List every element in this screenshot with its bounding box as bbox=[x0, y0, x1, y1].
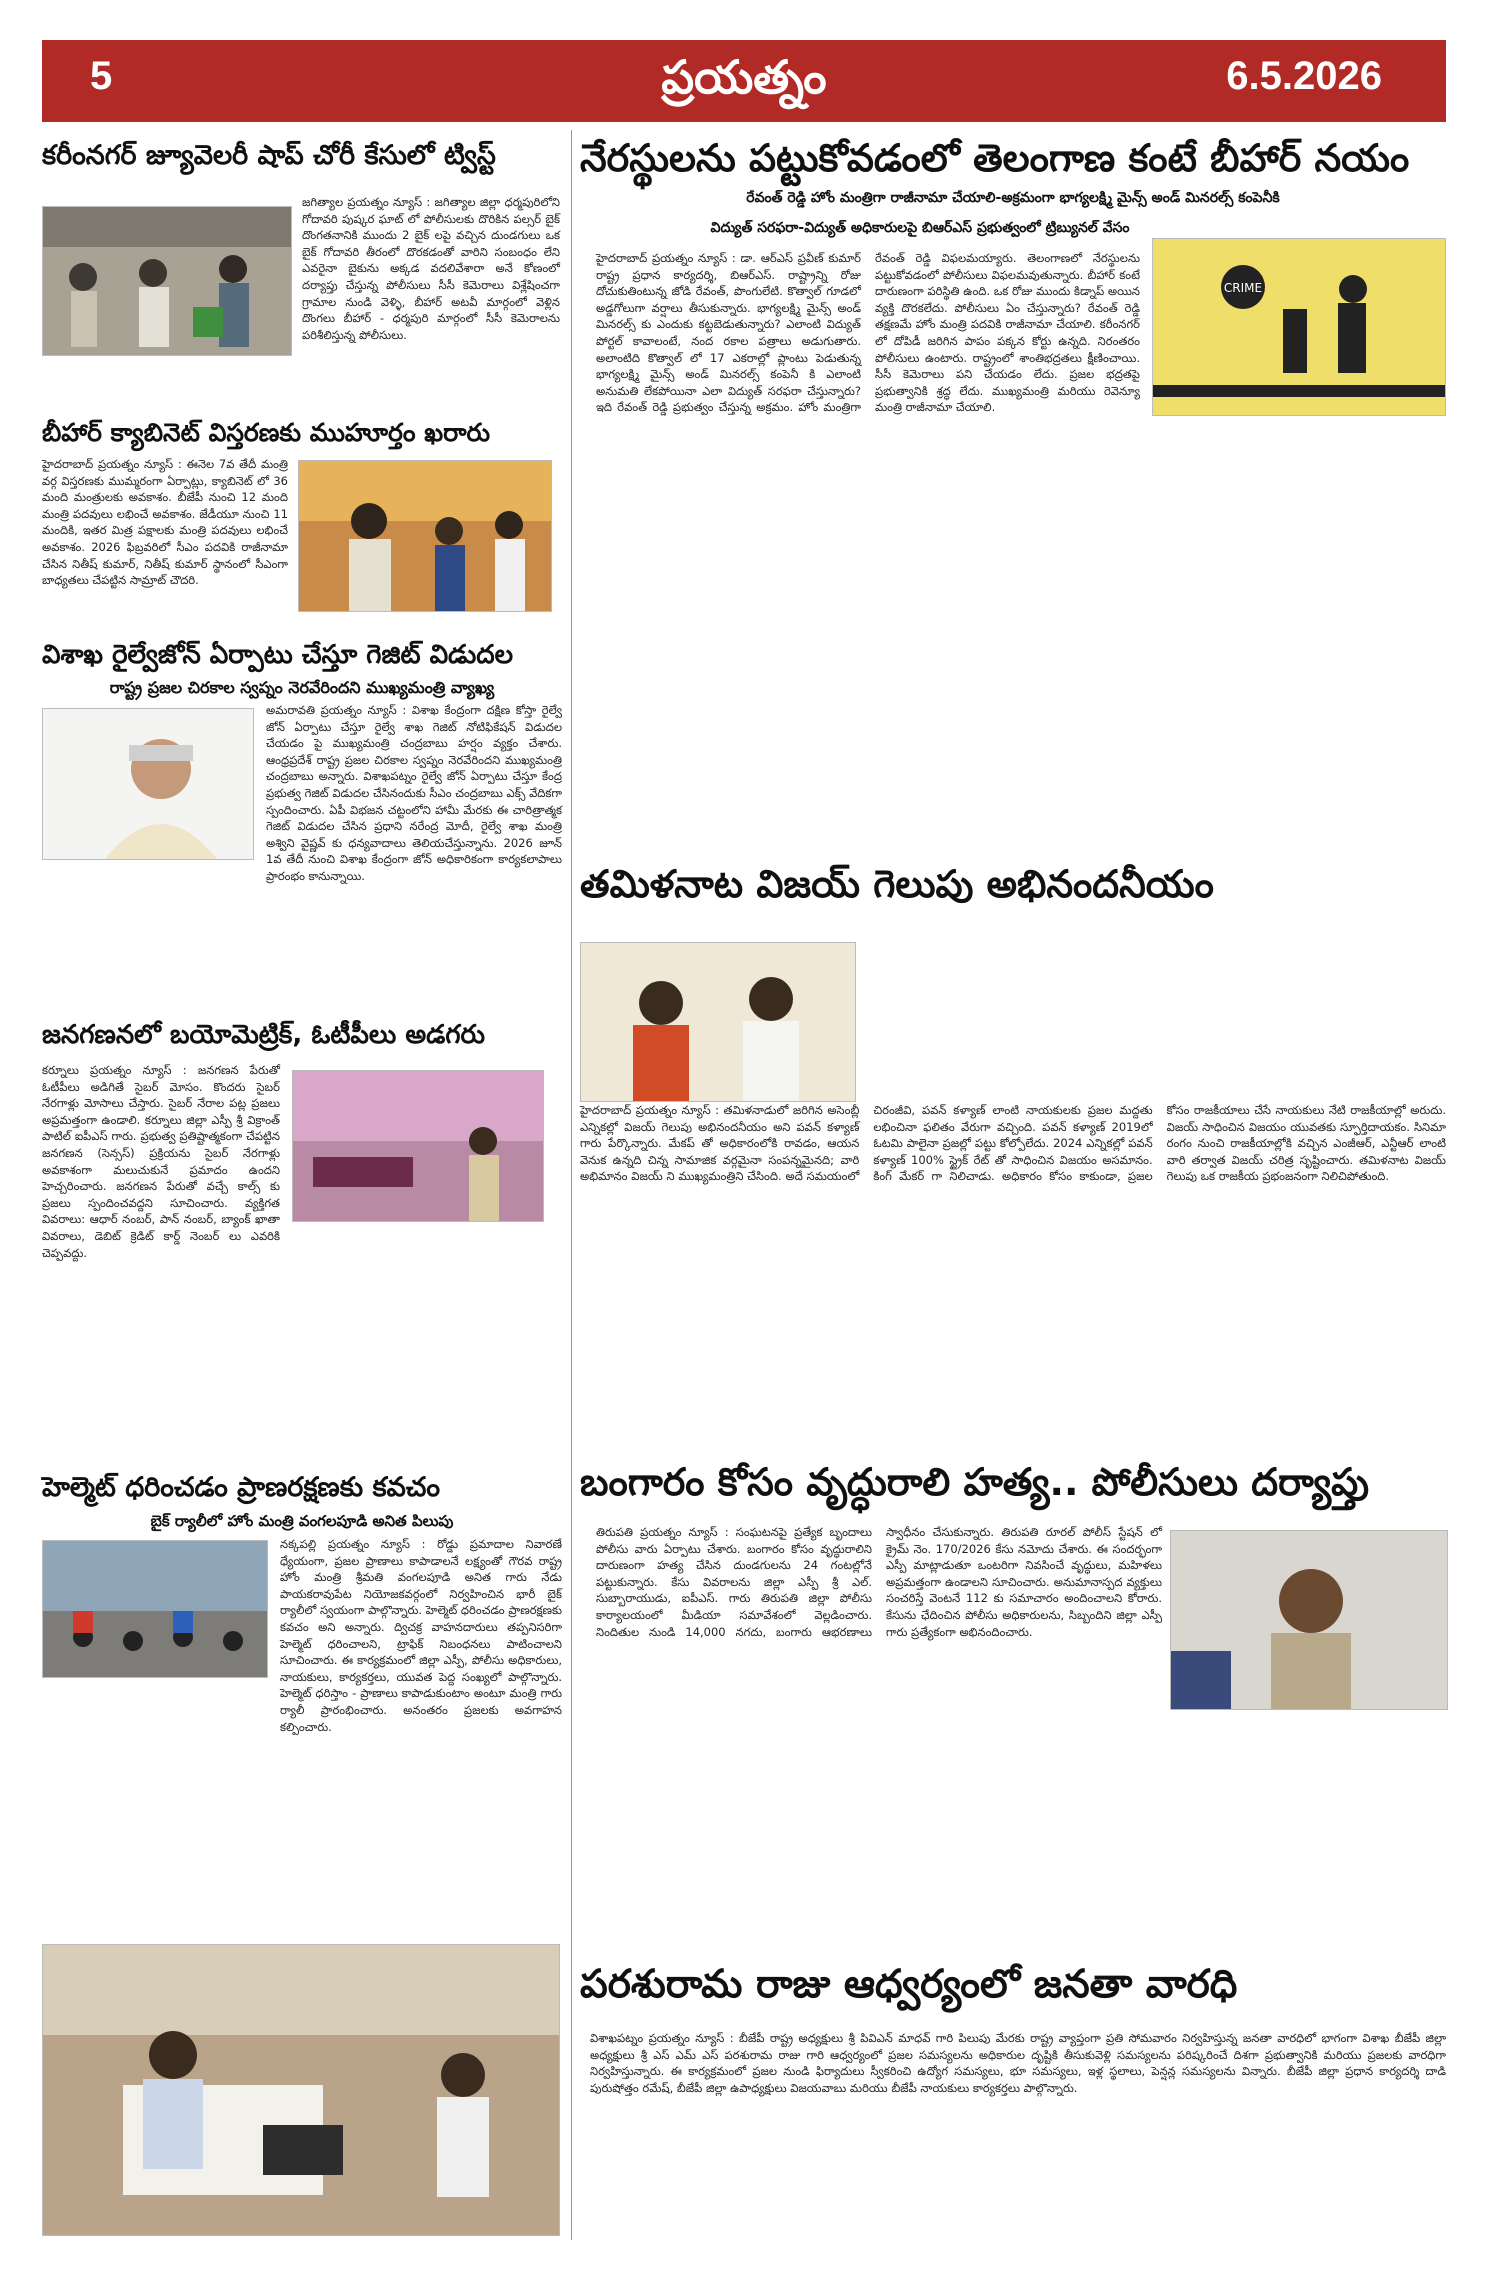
crime-illustration bbox=[1152, 238, 1446, 416]
chief-minister-photo bbox=[42, 708, 254, 860]
column-divider bbox=[571, 130, 572, 2240]
article-body: హైదరాబాద్ ప్రయత్నం న్యూస్ : ఈనెల 7వ తేదీ మంత్రి వర్గ విస్తరణకు ముమ్మరంగా ఏర్పాట్లు, క్యాబినెట్ లో 36 మంది మంత్రులకు అవకాశం. బీజేపీ నుంచి 12 మంది మంత్రి పదవులు లభించే అవకాశం. జేడీయూ నుంచి 11 మందికి, ఇతర మిత్ర పక్షాలకు మంత్రి పదవులు లభించే అవకాశం. 2026 ఫిబ్రవరిలో సీఎం పదవికి రాజీనామా చేసిన నితీష్ కుమార్, నితీష్ కుమార్ స్థానంలో సీఎంగా బాధ్యతలు చేపట్టిన సామ్రాట్ చౌదరి. bbox=[42, 457, 288, 588]
cabinet-rally-photo bbox=[298, 460, 552, 612]
article-headline: బంగారం కోసం వృద్ధురాలి హత్య.. పోలీసులు దర్యాప్తు bbox=[580, 1460, 1370, 1504]
masthead bbox=[42, 40, 1446, 122]
article-headline: కరీంనగర్ జ్యూవెలరీ షాప్ చోరీ కేసులో ట్విస్ట్ bbox=[42, 140, 496, 171]
article-body: అమరావతి ప్రయత్నం న్యూస్ : విశాఖ కేంద్రంగా దక్షిణ కోస్తా రైల్వే జోన్ ఏర్పాటు చేస్తూ రైల్వే శాఖ గెజిట్ నోటిఫికేషన్ విడుదల చేయడం పై ముఖ్యమంత్రి చంద్రబాబు హర్షం వ్యక్తం చేశారు. ఆంధ్రప్రదేశ్ రాష్ట్ర ప్రజల చిరకాల స్వప్నం నెరవేరిందని ముఖ్యమంత్రి చంద్రబాబు అన్నారు. విశాఖపట్నం రైల్వే జోన్ ఏర్పాటు చేస్తూ కేంద్ర ప్రభుత్వ గెజిట్ విడుదల చేసినందుకు సీఎం చంద్రబాబు ఎక్స్ వేదికగా స్పందించారు. ఏపీ విభజన చట్టంలోని హామీ మేరకు ఈ చారిత్రాత్మక గెజిట్ విడుదల చేసిన ప్రధాని నరేంద్ర మోదీ, రైల్వే శాఖ మంత్రి అశ్విని వైష్ణవ్ కు ధన్యవాదాలు తెలియచేస్తున్నాను. 2026 జూన్ 1వ తేదీ నుంచి విశాఖ కేంద్రంగా జోన్ అధికారికంగా కార్యకలాపాలు ప్రారంభం కానున్నాయి. bbox=[266, 703, 562, 883]
article-body: హైదరాబాద్ ప్రయత్నం న్యూస్ : తమిళనాడులో జరిగిన అసెంబ్లీ ఎన్నికల్లో విజయ్ గెలుపు అభినందనీయం అని పవన్ కళ్యాణ్ గారు పేర్కొన్నారు. మేకప్ తో అధికారంలోకి రావడం, ఆయన వెనుక ఉన్నది చిన్న సామాజిక వర్గమైనా సంపన్నమైనది; వారి అభిమానం విజయ్ ని ముఖ్యమంత్రిని చేసింది. అదే సమయంలో చిరంజీవి, పవన్ కళ్యాణ్ లాంటి నాయకులకు ప్రజల మద్దతు లభించినా ఫలితం వేరుగా వచ్చింది. పవన్ కళ్యాణ్ 2019లో ఓటమి పాలైనా ప్రజల్లో పట్టు కోల్పోలేదు. 2024 ఎన్నికల్లో పవన్ కళ్యాణ్ 100% స్ట్రైక్ రేట్ తో సాధించిన విజయం అసమానం. కింగ్ మేకర్ గా నిలిచాడు. అధికారం కోసం కాకుండా, ప్రజల కోసం రాజకీయాలు చేసే నాయకులు నేటి రాజకీయాల్లో అరుదు. విజయ్ సాధించిన విజయం యువతకు స్ఫూర్తిదాయకం. సినిమా రంగం నుంచి రాజకీయాల్లోకి వచ్చిన ఎంజీఆర్, ఎన్టీఆర్ లాంటి వారి తర్వాత విజయ్ చరిత్ర సృష్టించారు. తమిళనాట విజయ్ గెలుపు ఒక రాజకీయ ప్రభంజనంగా నిలిచిపోతుంది. bbox=[580, 1103, 1446, 1184]
jewellery-shop-photo bbox=[42, 206, 292, 356]
article-body: నక్కపల్లి ప్రయత్నం న్యూస్ : రోడ్డు ప్రమాదాల నివారణే ధ్యేయంగా, ప్రజల ప్రాణాలు కాపాడాలనే లక్ష్యంతో గౌరవ రాష్ట్ర హోం మంత్రి శ్రీమతి వంగలపూడి అనిత గారు నేడు పాయకరావుపేట నియోజకవర్గంలో నిర్వహించిన భారీ బైక్ ర్యాలీలో స్వయంగా పాల్గొన్నారు. హెల్మెట్ ధరించడం ప్రాణరక్షణకు కవచం అని అన్నారు. ద్విచక్ర వాహనదారులు తప్పనిసరిగా హెల్మెట్ ధరించాలని, ట్రాఫిక్ నిబంధనలు పాటించాలని సూచించారు. ఈ కార్యక్రమంలో జిల్లా ఎస్పీ, పోలీసు అధికారులు, నాయకులు, కార్యకర్తలు, యువత పెద్ద సంఖ్యలో పాల్గొన్నారు. హెల్మెట్ ధరిస్తాం - ప్రాణాలు కాపాడుకుంటాం అంటూ మంత్రి గారు ర్యాలీ ప్రారంభించారు. అనంతరం ప్రజలకు అవగాహన కల్పించారు. bbox=[280, 1537, 562, 1734]
article-subheadline: రాష్ట్ర ప్రజల చిరకాల స్వప్నం నెరవేరిందని ముఖ్యమంత్రి వ్యాఖ్య bbox=[109, 678, 495, 697]
vijay-pawan-kalyan-photo bbox=[580, 942, 856, 1102]
police-officer-photo bbox=[1170, 1530, 1448, 1710]
bike-rally-photo bbox=[42, 1540, 268, 1678]
article-body: కర్నూలు ప్రయత్నం న్యూస్ : జనగణన పేరుతో ఓటీపీలు అడిగితే సైబర్ మోసం. కొందరు సైబర్ నేరగాళ్లు మోసాలు చేస్తారు. సైబర్ నేరాల పట్ల ప్రజలు అప్రమత్తంగా ఉండాలి. కర్నూలు జిల్లా ఎస్పీ శ్రీ విక్రాంత్ పాటిల్ ఐపీఎస్ గారు. ప్రభుత్వ ప్రతిష్టాత్మకంగా చేపట్టిన జనగణన (సెన్సస్) ప్రక్రియను సైబర్ నేరగాళ్లు అవకాశంగా మలుచుకునే ప్రమాదం ఉందని హెచ్చరించారు. జనగణన పేరుతో వచ్చే కాల్స్ కు ప్రజలు స్పందించవద్దని సూచించారు. వ్యక్తిగత వివరాలు: ఆధార్ నంబర్, పాన్ నంబర్, బ్యాంక్ ఖాతా వివరాలు, డెబిట్ క్రెడిట్ కార్డ్ నెంబర్ లు ఎవరికి చెప్పవద్దు. bbox=[42, 1063, 280, 1260]
article-body: విశాఖపట్నం ప్రయత్నం న్యూస్ : బీజేపీ రాష్ట్ర అధ్యక్షులు శ్రీ పివిఎన్ మాధవ్ గారి పిలుపు మేరకు రాష్ట్ర వ్యాప్తంగా ప్రతి సోమవారం నిర్వహిస్తున్న జనతా వారధిలో భాగంగా విశాఖ బీజేపీ జిల్లా అధ్యక్షులు శ్రీ ఎస్ ఎమ్ ఎస్ పరశురామ రాజు గారి ఆధ్వర్యంలో ప్రజల సమస్యలను అధికారుల దృష్టికి తీసుకువెళ్లి సమస్యలను పరిష్కరించే దిశగా ప్రభుత్వానికి మరియు ప్రజలకు వారధిగా నిర్వహిస్తున్నారు. ఈ కార్యక్రమంలో ప్రజల నుండి ఫిర్యాదులు స్వీకరించి ఉద్యోగ సమస్యలు, భూ సమస్యలు, ఇళ్ల స్థలాలు, పెన్షన్ల సమస్యలను విన్నారు. బీజేపీ జిల్లా ప్రధాన కార్యదర్శి దాడి పురుషోత్తం రమేష్, బీజేపీ జిల్లా ఉపాధ్యక్షులు విజయవాబు మరియు బీజేపీ నాయకులు కార్యకర్తలు పాల్గొన్నారు. bbox=[590, 2031, 1446, 2095]
page-number: 5 bbox=[90, 54, 113, 98]
article-body: తిరుపతి ప్రయత్నం న్యూస్ : సంఘటనపై ప్రత్యేక బృందాలు పోలీసు వారు ఏర్పాటు చేశారు. బంగారం కోసం వృద్ధురాలిని దారుణంగా హత్య చేసిన దుండగులను 24 గంటల్లోనే పట్టుకున్నారు. కేసు వివరాలను జిల్లా ఎస్పీ శ్రీ ఎల్. సుబ్బారాయుడు, ఐపీఎస్. గారు తిరుపతి జిల్లా పోలీసు కార్యాలయంలో మీడియా సమావేశంలో వెల్లడించారు. నిందితుల నుండి 14,000 నగదు, బంగారు ఆభరణాలు స్వాధీనం చేసుకున్నారు. తిరుపతి రూరల్ పోలీస్ స్టేషన్ లో క్రైమ్ నెం. 170/2026 కేసు నమోదు చేశారు. ఈ సందర్భంగా ఎస్పీ మాట్లాడుతూ ఒంటరిగా నివసించే వృద్ధులు, మహిళలు అప్రమత్తంగా ఉండాలని సూచించారు. అనుమానాస్పద వ్యక్తులు సంచరిస్తే వెంటనే 112 కు సమాచారం అందించాలని కోరారు. కేసును ఛేదించిన పోలీసు అధికారులను, సిబ్బందిని జిల్లా ఎస్పీ గారు ప్రత్యేకంగా అభినందించారు. bbox=[596, 1525, 1162, 1639]
newspaper-name: ప్రయత్నం bbox=[661, 50, 827, 104]
article-body: జగిత్యాల ప్రయత్నం న్యూస్ : జగిత్యాల జిల్లా ధర్మపురిలోని గోదావరి పుష్కర ఘాట్ లో పోలీసులకు దొరికిన పల్సర్ బైక్ దొంగతనానికి ముందు 2 బైక్ లపై వచ్చిన దుండగులు ఒక బైక్ గోదావరి తీరంలో దొరకడంతో వారిని సంబంధం లేని ఎవరైనా బైకును అక్కడ వదలివేశారా అనే కోణంలో దర్యాప్తు చేస్తున్న పోలీసులు సీసీ కెమెరాలు విశ్లేషించగా గ్రామాల నుండి వెళ్ళి, బీహార్ అటవీ మార్గంలో వెళ్లిన దొంగలు బీహార్ - ధర్మపురి మార్గంలో సీసీ కెమెరాలను పరిశీలిస్తున్న పోలీసులు. bbox=[302, 195, 560, 342]
article-headline: బీహార్ క్యాబినెట్ విస్తరణకు ముహూర్తం ఖరారు bbox=[42, 418, 490, 447]
issue-date: 6.5.2026 bbox=[1226, 54, 1382, 98]
article-body: హైదరాబాద్ ప్రయత్నం న్యూస్ : డా. ఆర్ఎస్ ప్రవీణ్ కుమార్ రాష్ట్ర ప్రధాన కార్యదర్శి, బిఆర్ఎస్. రాష్ట్రాన్ని రోజు దోచుకుతింటున్న జోడి రేవంత్, పొంగులేటి. కొత్వాల్ గూడలో అడ్డగోలుగా వర్షాలు తీసుకున్నారు. భాగ్యలక్ష్మి మైన్స్ అండ్ మినరల్స్ కు ఎందుకు కట్టబెడుతున్నారు? ఎలాంటి విద్యుత్ పోర్టల్ కావాలంటే, నంద రకాల పత్రాలు అడుగుతారు. అలాంటిది కొత్వాల్ లో 17 ఎకరాల్లో ప్లాంటు పెడుతున్న భాగ్యలక్ష్మి మైన్స్ అండ్ మినరల్స్ కంపెనీ కి ఎలాంటి అనుమతి లేకపోయినా ఎలా విద్యుత్ సరఫరా చేస్తున్నారు? ఇది రేవంత్ రెడ్డి ప్రభుత్వం చేస్తున్న అక్రమం. హోం మంత్రిగా రేవంత్ రెడ్డి విఫలమయ్యారు. తెలంగాణలో నేరస్థులను పట్టుకోవడంలో పోలీసులు విఫలమవుతున్నారు. బీహార్ కంటే దారుణంగా పరిస్థితి ఉంది. ఒక రోజు ముందు కిడ్నాప్ అయిన వ్యక్తి దొరకలేదు. పోలీసులు ఏం చేస్తున్నారు? రేవంత్ రెడ్డి తక్షణమే హోం మంత్రి పదవికి రాజీనామా చేయాలి. కరీంనగర్ లో దోపిడీ జరిగిన పాపం పక్కన కోర్టు ఉన్నది. నిరంతరం పోలీసులు ఉంటారు. రాష్ట్రంలో శాంతిభద్రతలు క్షీణించాయి. సీసీ కెమెరాలు పని చేయడం లేదు. ప్రజల భద్రతపై ప్రభుత్వానికి శ్రద్ధ లేదు. ముఖ్యమంత్రి మరియు రెవెన్యూ మంత్రి రాజీనామా చేయాలి. bbox=[596, 251, 1140, 415]
article-headline: పరశురామ రాజు ఆధ్వర్యంలో జనతా వారధి bbox=[580, 1962, 1238, 2007]
article-subheadline: రేవంత్ రెడ్డి హోం మంత్రిగా రాజీనామా చేయాలి-అక్రమంగా భాగ్యలక్ష్మి మైన్స్ అండ్ మినరల్స్ కంపెనీకి bbox=[746, 190, 1280, 206]
article-body-continued bbox=[1152, 420, 1444, 840]
svg-text:CRIME: CRIME bbox=[1223, 281, 1263, 295]
article-subheadline: బైక్ ర్యాలీలో హోం మంత్రి వంగలపూడి అనిత పిలుపు bbox=[150, 1512, 454, 1530]
article-headline: హెల్మెట్ ధరించడం ప్రాణరక్షణకు కవచం bbox=[42, 1472, 441, 1503]
janatha-varadhi-meeting-photo bbox=[42, 1944, 560, 2236]
article-headline: విశాఖ రైల్వేజోన్ ఏర్పాటు చేస్తూ గెజిట్ విడుదల bbox=[42, 640, 514, 670]
article-subheadline: విద్యుత్ సరఫరా-విద్యుత్ అధికారులపై బిఆర్ఎస్ ప్రభుత్వంలో ట్రిబ్యునల్ వేసం bbox=[710, 220, 1130, 236]
article-headline: తమిళనాట విజయ్ గెలుపు అభినందనీయం bbox=[580, 862, 1214, 906]
article-headline: నేరస్థులను పట్టుకోవడంలో తెలంగాణ కంటే బీహార్ నయం bbox=[580, 136, 1410, 180]
article-headline: జనగణనలో బయోమెట్రిక్, ఓటీపీలు అడగరు bbox=[42, 1020, 485, 1050]
census-awareness-photo bbox=[292, 1070, 544, 1222]
